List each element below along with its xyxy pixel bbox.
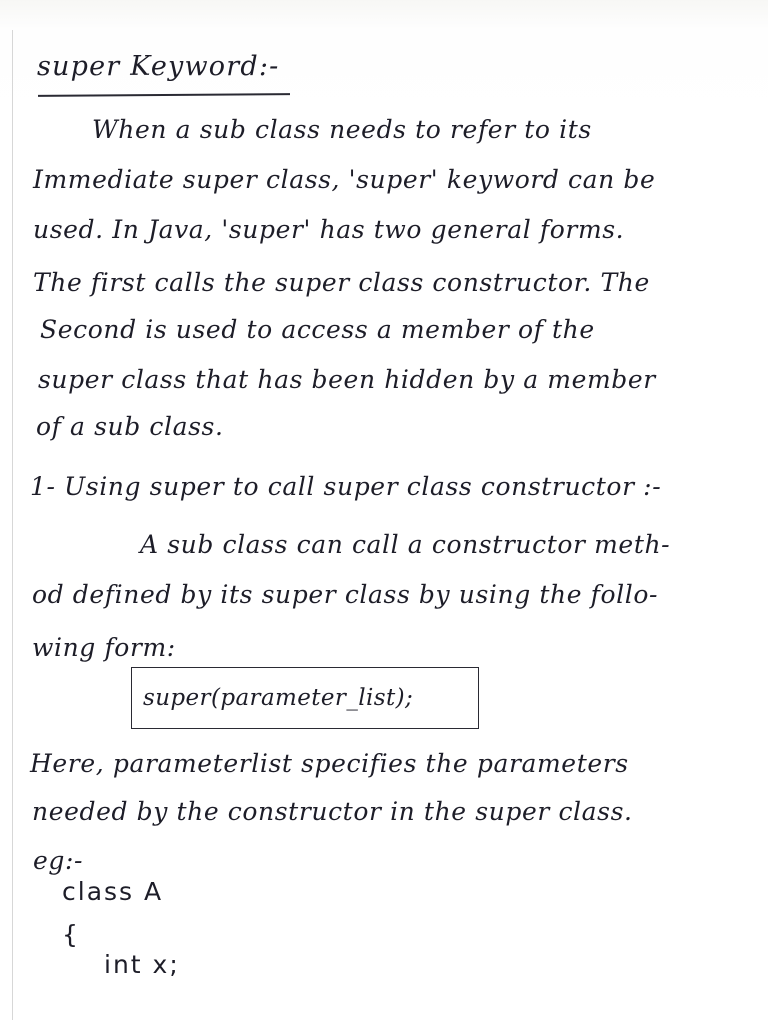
paragraph-line: Second is used to access a member of the <box>40 315 595 344</box>
note-title: super Keyword:- <box>37 51 280 82</box>
paragraph-line: used. In Java, 'super' has two general forms. <box>33 215 625 244</box>
explanation-line: Here, parameterlist specifies the parameters <box>30 749 629 778</box>
paragraph-line: of a sub class. <box>36 412 224 441</box>
paragraph-line: super class that has been hidden by a member <box>38 365 656 394</box>
section-line: wing form: <box>32 633 176 662</box>
page-margin-line <box>12 30 13 1020</box>
example-code-line: int x; <box>104 950 180 979</box>
explanation-line: needed by the constructor in the super class. <box>32 797 633 826</box>
section-heading: 1- Using super to call super class constructor :- <box>30 472 662 501</box>
section-line: A sub class can call a constructor meth- <box>140 530 671 559</box>
section-line: od defined by its super class by using the follo- <box>32 580 659 609</box>
example-code-line: { <box>62 920 79 949</box>
paragraph-line: The first calls the super class constructor. The <box>33 268 650 297</box>
title-underline <box>38 93 290 97</box>
code-form: super(parameter_list); <box>143 685 414 711</box>
example-label: eg:- <box>33 846 84 875</box>
paragraph-line: When a sub class needs to refer to its <box>92 115 592 144</box>
example-code-line: class A <box>62 877 164 906</box>
paragraph-line: Immediate super class, 'super' keyword can be <box>33 165 656 194</box>
